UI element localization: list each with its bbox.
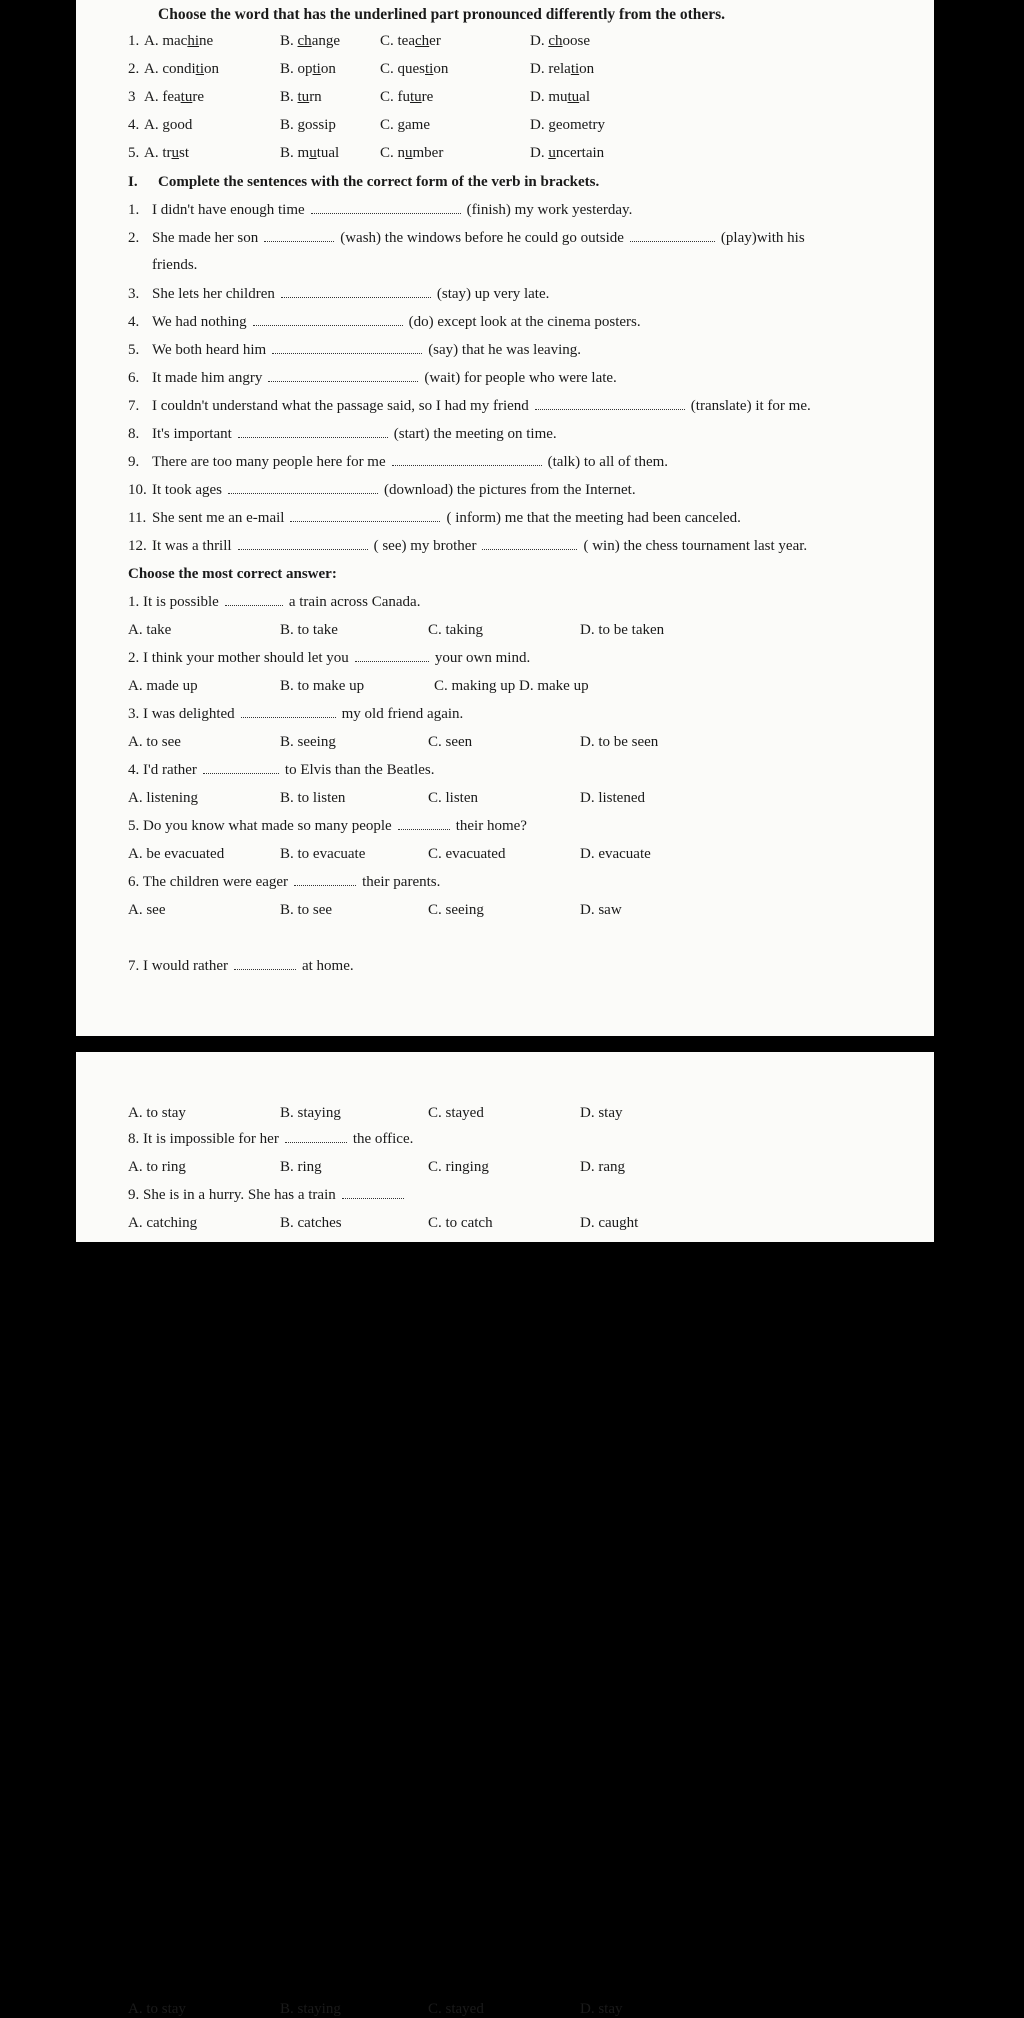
option-a[interactable]: A. see bbox=[128, 902, 166, 918]
option-c[interactable] bbox=[380, 116, 430, 134]
answer-blank[interactable] bbox=[281, 287, 431, 298]
option-text: A. condi bbox=[144, 61, 196, 77]
option-text: ood bbox=[169, 117, 193, 133]
sentence-part: (do) except look at the cinema posters. bbox=[408, 314, 641, 330]
option-text: A. bbox=[144, 117, 163, 133]
option-c[interactable]: C. evacuated bbox=[428, 846, 506, 862]
question-number: 12. bbox=[128, 538, 147, 554]
option-text: B. bbox=[280, 117, 298, 133]
sentence-part: (say) that he was leaving. bbox=[428, 342, 582, 358]
answer-blank[interactable] bbox=[342, 1188, 404, 1199]
question-number: 7. bbox=[128, 398, 140, 414]
sentence-part: (finish) my work yesterday. bbox=[466, 202, 633, 218]
answer-blank[interactable] bbox=[203, 763, 279, 774]
option-b[interactable]: B. to evacuate bbox=[280, 846, 366, 862]
sentence-part: I couldn't understand what the passage said, so I had my friend bbox=[152, 398, 529, 414]
sentence bbox=[152, 285, 549, 303]
sentence-part: It made him angry bbox=[152, 370, 263, 386]
option-b[interactable]: B. catches bbox=[280, 1215, 342, 1231]
underlined-part: hi bbox=[187, 33, 199, 49]
option-text: D. bbox=[530, 33, 549, 49]
stem-text: the office. bbox=[352, 1131, 414, 1147]
option-b[interactable]: B. staying bbox=[280, 1105, 341, 1121]
question-number: 5. bbox=[128, 342, 140, 358]
answer-blank[interactable] bbox=[398, 819, 450, 830]
option-text: mber bbox=[412, 145, 444, 161]
option-d[interactable]: D. to be taken bbox=[580, 622, 665, 638]
sentence bbox=[152, 453, 668, 471]
option-c[interactable]: C. to catch bbox=[428, 1215, 493, 1231]
stem-text: at home. bbox=[301, 958, 354, 974]
option-text: A. mac bbox=[144, 33, 188, 49]
option-a[interactable] bbox=[144, 32, 213, 50]
answer-blank[interactable] bbox=[234, 959, 296, 970]
question-number: 4. bbox=[128, 314, 140, 330]
stem-text: my old friend again. bbox=[341, 706, 464, 722]
option-b[interactable] bbox=[280, 32, 340, 50]
option-a[interactable]: A. take bbox=[128, 622, 172, 638]
option-a[interactable]: A. be evacuated bbox=[128, 846, 225, 862]
sentence-part: (start) the meeting on time. bbox=[393, 426, 557, 442]
mcq-stem bbox=[128, 817, 527, 835]
stem-text: their parents. bbox=[362, 874, 441, 890]
sentence-part: (translate) it for me. bbox=[690, 398, 811, 414]
underlined-part: g bbox=[548, 117, 556, 133]
sentence-part: It's important bbox=[152, 426, 232, 442]
answer-blank[interactable] bbox=[241, 707, 336, 718]
option-text: C. tea bbox=[380, 33, 415, 49]
option-text: on bbox=[579, 61, 595, 77]
option-text: B. m bbox=[280, 145, 310, 161]
sentence-part: ( inform) me that the meeting had been canceled. bbox=[446, 510, 741, 526]
option-d[interactable]: D. evacuate bbox=[580, 846, 651, 862]
sentence bbox=[152, 509, 741, 527]
sentence bbox=[152, 537, 807, 555]
option-a[interactable] bbox=[144, 144, 189, 162]
mcq-stem bbox=[128, 761, 434, 779]
stem-text: 1. It is possible bbox=[128, 594, 219, 610]
option-a[interactable] bbox=[144, 116, 192, 134]
question-number: 1. bbox=[128, 202, 140, 218]
stem-text: your own mind. bbox=[434, 650, 531, 666]
answer-blank[interactable] bbox=[535, 399, 685, 410]
question-number: 11. bbox=[128, 510, 147, 526]
question-number: 4. bbox=[128, 117, 140, 133]
option-text: re bbox=[192, 89, 204, 105]
stem-text: their home? bbox=[455, 818, 527, 834]
question-number: 2. bbox=[128, 61, 140, 77]
answer-blank[interactable] bbox=[482, 539, 577, 550]
answer-blank[interactable] bbox=[630, 231, 715, 242]
underlined-part: ti bbox=[195, 61, 205, 77]
sentence-part: (stay) up very late. bbox=[436, 286, 550, 302]
option-a[interactable]: A. to stay bbox=[128, 1105, 186, 1121]
underlined-part: g bbox=[297, 117, 306, 133]
option-c[interactable]: C. seeing bbox=[428, 902, 484, 918]
option-d[interactable] bbox=[530, 88, 590, 106]
stem-text: 6. The children were eager bbox=[128, 874, 289, 890]
mcq-stem bbox=[128, 957, 354, 975]
option-text: ncertain bbox=[555, 145, 605, 161]
answer-blank[interactable] bbox=[294, 875, 356, 886]
answer-blank[interactable] bbox=[264, 231, 334, 242]
sentence bbox=[152, 229, 805, 247]
option-c[interactable]: C. ringing bbox=[428, 1159, 489, 1175]
option-c[interactable]: C. listen bbox=[428, 790, 479, 806]
option-a[interactable]: A. made up bbox=[128, 678, 198, 694]
sentence-part: (wait) for people who were late. bbox=[424, 370, 617, 386]
underlined-part: tu bbox=[410, 89, 422, 105]
option-c[interactable] bbox=[380, 32, 441, 50]
mcq-stem bbox=[128, 1130, 413, 1148]
mcq-stem bbox=[128, 1186, 410, 1204]
question-number: 3 bbox=[128, 89, 136, 105]
option-c[interactable]: C. taking bbox=[428, 622, 483, 638]
underlined-part: u bbox=[405, 145, 413, 161]
sentence-part: It was a thrill bbox=[152, 538, 232, 554]
option-text: ame bbox=[405, 117, 430, 133]
option-c[interactable] bbox=[380, 144, 443, 162]
sentence-part: It took ages bbox=[152, 482, 222, 498]
option-text: on bbox=[320, 61, 336, 77]
sentence bbox=[152, 369, 617, 387]
sentence-part: (talk) to all of them. bbox=[547, 454, 669, 470]
option-text: on bbox=[204, 61, 220, 77]
option-b[interactable] bbox=[280, 144, 339, 162]
option-text: ne bbox=[199, 33, 214, 49]
option-d[interactable]: D. saw bbox=[580, 902, 622, 918]
option-b[interactable]: B. to make up bbox=[280, 678, 365, 694]
question-number: 9. bbox=[128, 454, 140, 470]
option-text: C. fu bbox=[380, 89, 410, 105]
option-text: rn bbox=[309, 89, 322, 105]
stem-text: 2. I think your mother should let you bbox=[128, 650, 349, 666]
option-text: B. op bbox=[280, 61, 313, 77]
section1-heading: Choose the word that has the underlined part pronounced differently from the others. bbox=[158, 6, 726, 23]
option-text: A. tr bbox=[144, 145, 172, 161]
underlined-part: tu bbox=[297, 89, 310, 105]
underlined-part: tu bbox=[567, 89, 580, 105]
sentence-part: We both heard him bbox=[152, 342, 267, 358]
option-d[interactable]: D. listened bbox=[580, 790, 645, 806]
underlined-part: u bbox=[309, 145, 317, 161]
sentence-part: There are too many people here for me bbox=[152, 454, 386, 470]
option-text: on bbox=[433, 61, 449, 77]
answer-blank[interactable] bbox=[238, 539, 368, 550]
underlined-part: g bbox=[397, 117, 406, 133]
answer-blank[interactable] bbox=[228, 483, 378, 494]
option-a[interactable]: A. to see bbox=[128, 734, 181, 750]
question-number: 10. bbox=[128, 482, 147, 498]
answer-blank[interactable] bbox=[290, 511, 440, 522]
answer-blank[interactable] bbox=[253, 315, 403, 326]
option-a[interactable] bbox=[144, 60, 219, 78]
stem-text: a train across Canada. bbox=[288, 594, 421, 610]
option-text: al bbox=[579, 89, 590, 105]
underlined-part: ch bbox=[415, 33, 430, 49]
option-d[interactable]: D. stay bbox=[580, 1105, 623, 1121]
option-c[interactable]: C. making up D. make up bbox=[434, 678, 589, 694]
option-text: B. bbox=[280, 89, 298, 105]
option-b[interactable] bbox=[280, 116, 336, 134]
option-text: B. bbox=[280, 33, 298, 49]
underlined-part: ch bbox=[297, 33, 312, 49]
option-d[interactable] bbox=[530, 144, 604, 162]
question-number: 6. bbox=[128, 370, 140, 386]
option-b[interactable]: B. to take bbox=[280, 622, 338, 638]
option-text: D. bbox=[530, 145, 549, 161]
answer-blank[interactable] bbox=[355, 651, 429, 662]
sentence-part: She lets her children bbox=[152, 286, 275, 302]
option-text: C. ques bbox=[380, 61, 425, 77]
option-a[interactable] bbox=[144, 88, 204, 106]
option-b[interactable]: B. to listen bbox=[280, 790, 346, 806]
option-text: A. fea bbox=[144, 89, 181, 105]
stem-text: 7. I would rather bbox=[128, 958, 228, 974]
mcq-stem bbox=[128, 705, 463, 723]
sentence-part: (play)with his bbox=[720, 230, 805, 246]
option-b[interactable] bbox=[280, 60, 336, 78]
option-b[interactable]: B. staying bbox=[280, 2001, 341, 2017]
option-d[interactable]: D. rang bbox=[580, 1159, 625, 1175]
sentence bbox=[152, 341, 581, 359]
sentence-part: She made her son bbox=[152, 230, 259, 246]
underlined-part: ti bbox=[570, 61, 580, 77]
stem-text: 8. It is impossible for her bbox=[128, 1131, 279, 1147]
section2-heading-number: I. bbox=[128, 174, 138, 190]
option-text: tual bbox=[316, 145, 340, 161]
option-c[interactable]: C. stayed bbox=[428, 1105, 484, 1121]
option-a[interactable]: A. to ring bbox=[128, 1159, 186, 1175]
sentence bbox=[152, 201, 632, 219]
option-b[interactable]: B. ring bbox=[280, 1159, 322, 1175]
mcq-stem bbox=[128, 873, 440, 891]
option-c[interactable] bbox=[380, 88, 433, 106]
option-d[interactable]: D. stay bbox=[580, 2001, 623, 2017]
option-text: ossip bbox=[305, 117, 336, 133]
option-d[interactable]: D. caught bbox=[580, 1215, 639, 1231]
sentence-part: (wash) the windows before he could go outside bbox=[340, 230, 624, 246]
answer-blank[interactable] bbox=[225, 595, 283, 606]
underlined-part: u bbox=[548, 145, 556, 161]
sentence-part: She sent me an e-mail bbox=[152, 510, 285, 526]
underlined-part: ch bbox=[548, 33, 563, 49]
question-number: 3. bbox=[128, 286, 140, 302]
sentence-part: ( win) the chess tournament last year. bbox=[583, 538, 808, 554]
option-text: C. bbox=[380, 117, 398, 133]
option-text: ange bbox=[311, 33, 341, 49]
section2-heading: Complete the sentences with the correct form of the verb in brackets. bbox=[158, 174, 600, 190]
mcq-stem bbox=[128, 593, 420, 611]
stem-text: 5. Do you know what made so many people bbox=[128, 818, 392, 834]
option-text: D. bbox=[530, 117, 549, 133]
section3-heading: Choose the most correct answer: bbox=[128, 566, 337, 582]
option-b[interactable] bbox=[280, 88, 322, 106]
sentence bbox=[152, 313, 641, 331]
underlined-part: ti bbox=[425, 61, 434, 77]
answer-blank[interactable] bbox=[311, 203, 461, 214]
option-text: eometry bbox=[555, 117, 605, 133]
option-b[interactable]: B. seeing bbox=[280, 734, 336, 750]
answer-blank[interactable] bbox=[268, 371, 418, 382]
question-number: 1. bbox=[128, 33, 140, 49]
question-number: 5. bbox=[128, 145, 140, 161]
answer-blank[interactable] bbox=[272, 343, 422, 354]
sentence bbox=[152, 425, 557, 443]
option-c[interactable]: C. stayed bbox=[428, 2001, 484, 2017]
underlined-part: g bbox=[162, 117, 170, 133]
underlined-part: ti bbox=[312, 61, 321, 77]
sentence-part: I didn't have enough time bbox=[152, 202, 305, 218]
option-c[interactable] bbox=[380, 60, 448, 78]
option-text: re bbox=[421, 89, 434, 105]
question-number: 8. bbox=[128, 426, 140, 442]
sentence bbox=[152, 481, 636, 499]
underlined-part: u bbox=[171, 145, 179, 161]
option-a[interactable]: A. catching bbox=[128, 1215, 198, 1231]
option-d[interactable]: D. to be seen bbox=[580, 734, 659, 750]
answer-blank[interactable] bbox=[392, 455, 542, 466]
mcq-stem bbox=[128, 649, 530, 667]
underlined-part: tu bbox=[180, 89, 193, 105]
option-text: D. rela bbox=[530, 61, 571, 77]
question-number: 2. bbox=[128, 230, 140, 246]
sentence-continuation: friends. bbox=[152, 257, 198, 273]
sentence-part: We had nothing bbox=[152, 314, 247, 330]
option-a[interactable]: A. listening bbox=[128, 790, 198, 806]
sentence-part: ( see) my brother bbox=[373, 538, 477, 554]
sentence bbox=[152, 397, 811, 415]
option-text: C. n bbox=[380, 145, 406, 161]
option-c[interactable]: C. seen bbox=[428, 734, 473, 750]
stem-text: 9. She is in a hurry. She has a train bbox=[128, 1187, 336, 1203]
option-text: st bbox=[179, 145, 190, 161]
option-d[interactable] bbox=[530, 32, 590, 50]
option-text: D. mu bbox=[530, 89, 568, 105]
answer-blank[interactable] bbox=[238, 427, 388, 438]
worksheet-page-bottom bbox=[76, 1052, 934, 1242]
answer-blank[interactable] bbox=[285, 1132, 347, 1143]
sentence-part: (download) the pictures from the Internet. bbox=[383, 482, 636, 498]
stem-text: 4. I'd rather bbox=[128, 762, 197, 778]
stem-text: 3. I was delighted bbox=[128, 706, 235, 722]
option-a[interactable]: A. to stay bbox=[128, 2001, 186, 2017]
stem-text: to Elvis than the Beatles. bbox=[284, 762, 435, 778]
option-b[interactable]: B. to see bbox=[280, 902, 333, 918]
option-text: er bbox=[429, 33, 441, 49]
option-d[interactable] bbox=[530, 116, 605, 134]
option-text: oose bbox=[562, 33, 591, 49]
option-d[interactable] bbox=[530, 60, 594, 78]
